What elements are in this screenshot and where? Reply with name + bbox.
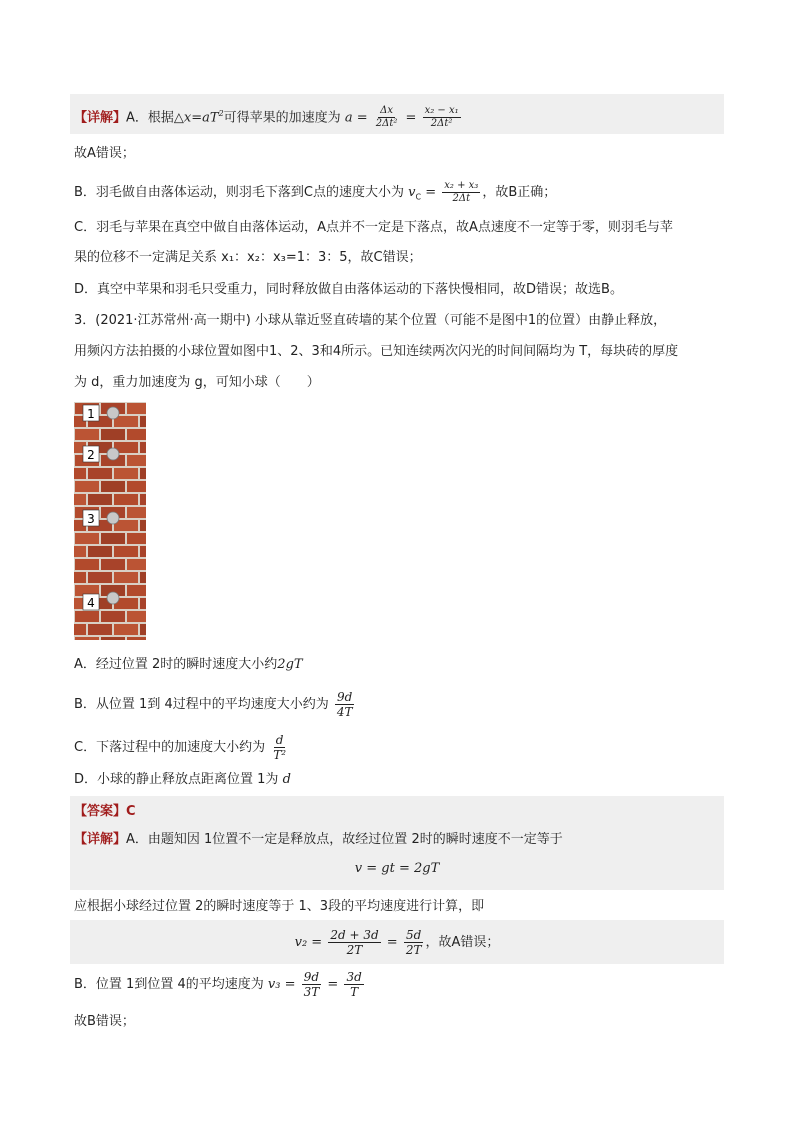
brick <box>75 559 99 570</box>
fraction: $\frac{2d + 3d}{2T}$ <box>330 928 379 957</box>
question-line2: 用频闪方法拍摄的小球位置如图中1、2、3和4所示。已知连续两次闪光的时间间隔均为 T，每块砖的厚度 <box>74 344 679 359</box>
brick <box>74 494 86 505</box>
brick <box>140 572 146 583</box>
brick <box>140 442 146 453</box>
brick-wall-image <box>74 402 146 640</box>
brick <box>88 624 112 635</box>
answer-value: C <box>126 804 136 819</box>
brick <box>114 416 138 427</box>
brick <box>127 481 146 492</box>
detail2-b-line: B．位置 1到位置 4的平均速度为 v₃ = $\frac{9d}{3T}$ = $\frac{3d}{T}$ <box>74 970 362 999</box>
fraction: $\frac{\text{x₂ + x₃}}{2\Delta t}$ <box>444 180 479 204</box>
detail1-d-line: D．真空中苹果和羽毛只受重力，同时释放做自由落体运动的下落快慢相同，故D错误；故选B。 <box>74 282 623 297</box>
brick <box>140 468 146 479</box>
question-line3: 为 d，重力加速度为 g，可知小球（ ） <box>74 375 320 390</box>
brick <box>88 468 112 479</box>
fraction: $\frac{d}{\text{T²}}$ <box>273 733 287 762</box>
brick <box>127 533 146 544</box>
brick <box>114 546 138 557</box>
brick-wall-figure <box>74 402 146 640</box>
brick <box>140 546 146 557</box>
brick <box>140 494 146 505</box>
brick <box>88 546 112 557</box>
brick <box>101 481 125 492</box>
brick <box>74 546 86 557</box>
detail1-b-line: B．羽毛做自由落体运动，则羽毛下落到C点的速度大小为 $v_C$ = $\frac{\text{x₂ + x₃}}{2\Delta t}$ ，故B正确； <box>74 180 557 204</box>
answer-line <box>74 802 136 822</box>
brick <box>75 481 99 492</box>
option-a: A．经过位置 2时的瞬时速度大小约2gT <box>74 657 303 672</box>
option-b: B．从位置 1到 4过程中的平均速度大小约为 $\frac{9d}{4T}$ <box>74 690 353 719</box>
brick <box>75 429 99 440</box>
detail-tag: 【详解】 <box>74 832 127 847</box>
brick <box>114 624 138 635</box>
label-1: 1 <box>87 407 95 421</box>
brick <box>127 637 146 640</box>
ball-2 <box>107 448 119 460</box>
fraction: $\frac{3d}{T}$ <box>346 970 362 999</box>
brick <box>114 468 138 479</box>
question-line1: 3．(2021·江苏常州·高一期中) 小球从靠近竖直砖墙的某个位置（可能不是图中1的位置）由静止释放， <box>74 313 667 328</box>
ball-4 <box>107 592 119 604</box>
fraction: $\frac{\text{x₂ − x₁}}{\text{2Δt²}}$ <box>424 105 459 130</box>
brick <box>101 533 125 544</box>
detail1-c-line1: C．羽毛与苹果在真空中做自由落体运动，A点并不一定是下落点，故A点速度不一定等于零，则羽毛与苹 <box>74 220 673 235</box>
brick <box>88 572 112 583</box>
option-d: D．小球的静止释放点距离位置 1为 d <box>74 772 291 787</box>
brick <box>140 624 146 635</box>
brick <box>74 624 86 635</box>
label-2: 2 <box>87 448 95 462</box>
detail1-c-line2: 果的位移不一定满足关系 x₁：x₂：x₃=1：3：5，故C错误； <box>74 250 422 265</box>
brick <box>75 611 99 622</box>
brick <box>127 429 146 440</box>
brick <box>101 611 125 622</box>
fraction: $\frac{9d}{4T}$ <box>336 690 353 719</box>
fraction: $\frac{5d}{2T}$ <box>405 928 422 957</box>
brick <box>140 416 146 427</box>
brick <box>127 585 146 596</box>
brick <box>114 494 138 505</box>
brick <box>75 637 99 640</box>
detail1-a-line: 【详解】A．根据$\triangle x=aT^2$可得苹果的加速度为 a = $\frac{\Delta x}{\text{2Δt²}}$ = $\frac{\text{x₂ − x₁}}{\text{2Δt²}}$ <box>74 105 459 130</box>
brick <box>74 468 86 479</box>
brick <box>88 494 112 505</box>
equation-v-gt: v = gt = 2gT <box>354 861 440 876</box>
brick <box>127 455 146 466</box>
brick <box>101 559 125 570</box>
brick <box>101 637 125 640</box>
equation-v2: v₂ = $\frac{2d + 3d}{2T}$ = $\frac{5d}{2T}$ ，故A错误； <box>294 928 500 957</box>
answer-tag: 【答案】 <box>74 804 127 819</box>
option-c: C．下落过程中的加速度大小约为 $\frac{d}{\text{T²}}$ <box>74 733 287 762</box>
label-3: 3 <box>87 512 95 526</box>
brick <box>127 507 146 518</box>
brick <box>140 520 146 531</box>
label-4: 4 <box>87 596 95 610</box>
detail2-b-conclusion: 故B错误； <box>74 1014 135 1029</box>
brick <box>114 572 138 583</box>
brick <box>101 429 125 440</box>
brick <box>127 611 146 622</box>
fraction: $\frac{\Delta x}{\text{2Δt²}}$ <box>375 105 398 130</box>
ball-3 <box>107 512 119 524</box>
brick <box>74 572 86 583</box>
fraction: $\frac{9d}{3T}$ <box>303 970 320 999</box>
brick <box>75 533 99 544</box>
detail-tag: 【详解】 <box>74 110 127 126</box>
ball-1 <box>107 407 119 419</box>
brick <box>140 598 146 609</box>
detail1-a-conclusion: 故A错误； <box>74 146 135 161</box>
detail2-a-text2: 应根据小球经过位置 2的瞬时速度等于 1、3段的平均速度进行计算，即 <box>74 899 485 914</box>
brick <box>127 403 146 414</box>
brick <box>127 559 146 570</box>
detail2-a-line: 【详解】A．由题知因 1位置不一定是释放点，故经过位置 2时的瞬时速度不一定等于 <box>74 832 563 847</box>
